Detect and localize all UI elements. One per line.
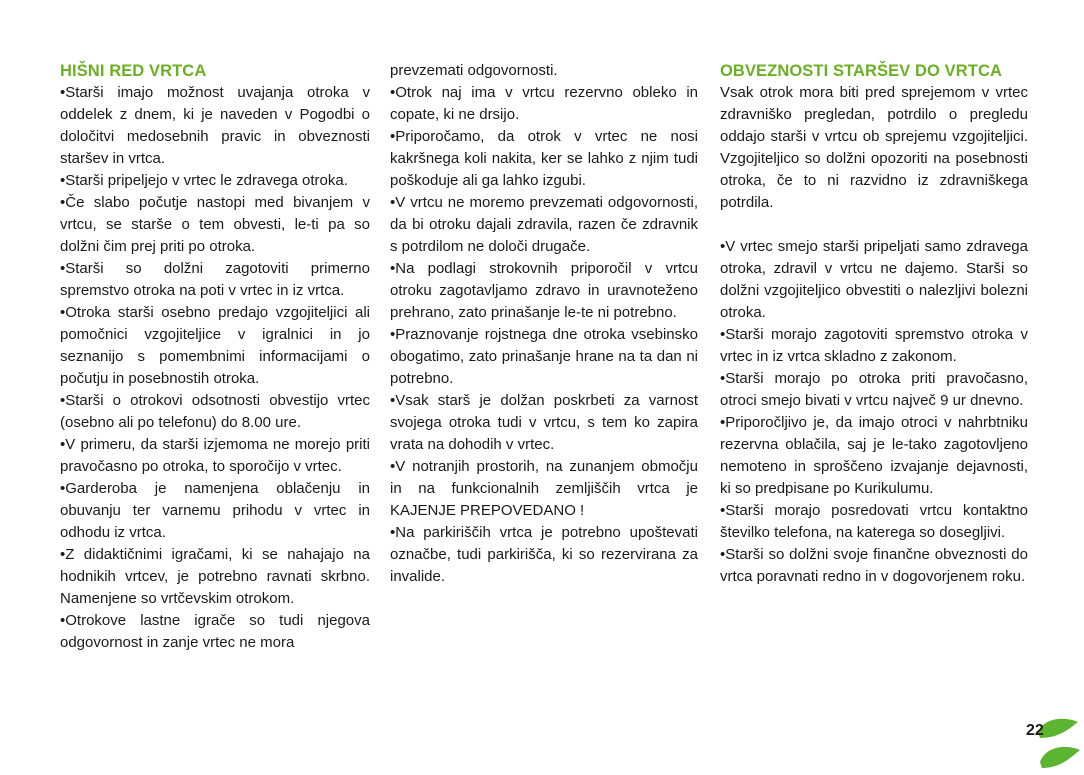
rule-paragraph: •Z didaktičnimi igračami, ki se nahajajo na hodnikih vrtcev, je potrebno ravnati skrbno. Namenjene so vrtčevskim otrokom. — [60, 546, 370, 607]
rule-paragraph: •Na parkiriščih vrtca je potrebno upoštevati označbe, tudi parkirišča, ki so rezervirana za invalide. — [390, 524, 698, 585]
rule-paragraph: •Starši o otrokovi odsotnosti obvestijo vrtec (osebno ali po telefonu) do 8.00 ure. — [60, 392, 370, 431]
rule-paragraph: •Vsak starš je dolžan poskrbeti za varnost svojega otroka tudi v vrtcu, s tem ko zapira vrata na dohodih v vrtec. — [390, 392, 698, 453]
column-house-rules-continued — [390, 60, 698, 588]
obligation-paragraph: •V vrtec smejo starši pripeljati samo zdravega otroka, zdravil v vrtcu ne dajemo. Starši so dolžni vzgojiteljico obvestiti o nalezljivi bolezni otroka. — [720, 238, 1028, 321]
rule-paragraph: •Na podlagi strokovnih priporočil v vrtcu otroku zagotavljamo zdravo in uravnoteženo prehrano, zato prinašanje le-te ni potrebno. — [390, 260, 698, 321]
rule-paragraph: •Otrokove lastne igrače so tudi njegova odgovornost in zanje vrtec ne mora — [60, 612, 370, 651]
heading-parent-obligations: OBVEZNOSTI STARŠEV DO VRTCA — [720, 62, 1002, 80]
obligation-paragraph: •Priporočljivo je, da imajo otroci v nahrbtniku rezervna oblačila, saj je le-tako zagotovljeno nemoteno in sproščeno izvajanje dejavnosti, ki so predpisane po Kurikulumu. — [720, 414, 1028, 497]
rule-paragraph: •Otroka starši osebno predajo vzgojiteljici ali pomočnici vzgojiteljice v igralnici in jo seznanijo s pomembnimi informacijami o počutju in posebnostih otroka. — [60, 304, 370, 387]
rule-paragraph: •Otrok naj ima v vrtcu rezervno obleko in copate, ki ne drsijo. — [390, 84, 698, 123]
rule-paragraph: •V notranjih prostorih, na zunanjem območju in na funkcionalnih zemljiščih vrtca je KAJENJE PREPOVEDANO ! — [390, 458, 698, 519]
column-parent-obligations — [720, 60, 1028, 588]
heading-house-rules: HIŠNI RED VRTCA — [60, 62, 207, 80]
rule-paragraph: •V primeru, da starši izjemoma ne morejo priti pravočasno po otroka, to sporočijo v vrtec. — [60, 436, 370, 475]
rule-paragraph: •Priporočamo, da otrok v vrtec ne nosi kakršnega koli nakita, ker se lahko z njim tudi poškoduje ali ga lahko izgubi. — [390, 128, 698, 189]
page-number: 22 — [1026, 722, 1044, 739]
obligations-intro: Vsak otrok mora biti pred sprejemom v vrtec zdravniško pregledan, potrdilo o pregledu oddajo starši v vrtcu ob sprejemu vzgojiteljici. Vzgojiteljico so dolžni opozoriti na posebnosti otroka, če to ni razvidno iz zdravniškega potrdila. — [720, 84, 1028, 211]
rule-paragraph: •Če slabo počutje nastopi med bivanjem v vrtcu, se starše o tem obvesti, le-ti pa so dolžni čim prej priti po otroka. — [60, 194, 370, 255]
obligation-paragraph: •Starši morajo po otroka priti pravočasno, otroci smejo bivati v vrtcu največ 9 ur dnevno. — [720, 370, 1028, 409]
obligation-paragraph: •Starši morajo posredovati vrtcu kontaktno številko telefona, na katerega so dosegljivi. — [720, 502, 1028, 541]
leaf-lower — [1040, 747, 1080, 768]
rule-paragraph: •V vrtcu ne moremo prevzemati odgovornosti, da bi otroku dajali zdravila, razen če zdravnik s potrdilom ne določi drugače. — [390, 194, 698, 255]
leaf-upper — [1038, 719, 1078, 738]
rule-paragraph: •Starši pripeljejo v vrtec le zdravega otroka. — [60, 172, 348, 189]
rule-paragraph: •Praznovanje rojstnega dne otroka vsebinsko obogatimo, zato prinašanje hrane na ta dan ni potrebno. — [390, 326, 698, 387]
rule-paragraph: •Garderoba je namenjena oblačenju in obuvanju ter varnemu prihodu v vrtec in odhodu iz vrtca. — [60, 480, 370, 541]
rule-paragraph: •Starši imajo možnost uvajanja otroka v oddelek z dnem, ki je naveden v Pogodbi o določitvi medosebnih pravic in obveznosti staršev in vrtca. — [60, 84, 370, 167]
obligation-paragraph: •Starši so dolžni svoje finančne obveznosti do vrtca poravnati redno in v dogovorjenem roku. — [720, 546, 1028, 585]
rule-paragraph: prevzemati odgovornosti. — [390, 62, 558, 79]
paragraph-spacer — [720, 214, 1028, 236]
obligation-paragraph: •Starši morajo zagotoviti spremstvo otroka v vrtec in iz vrtca skladno z zakonom. — [720, 326, 1028, 365]
rule-paragraph: •Starši so dolžni zagotoviti primerno spremstvo otroka na poti v vrtec in iz vrtca. — [60, 260, 370, 299]
column-house-rules — [60, 60, 370, 654]
